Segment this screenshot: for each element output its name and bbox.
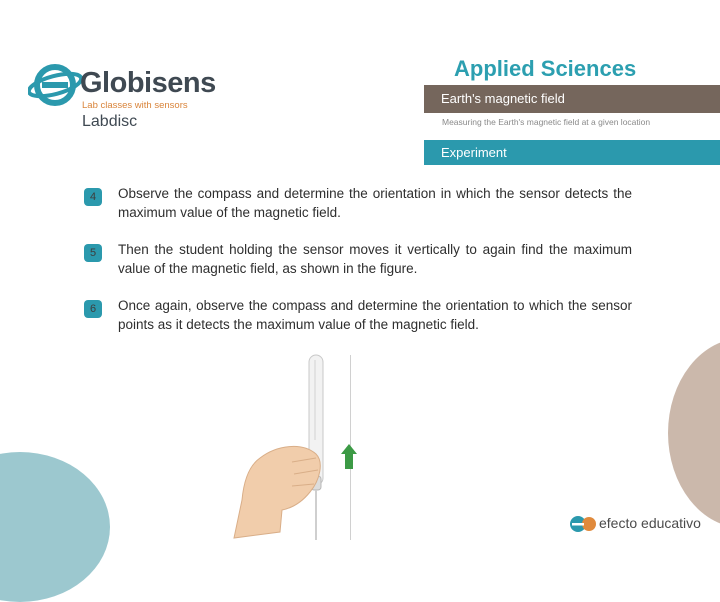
- list-item: [84, 240, 632, 278]
- topic-subtitle: Measuring the Earth's magnetic field at a given location: [442, 117, 651, 127]
- step-number-badge: 6: [84, 300, 102, 318]
- section-label: Experiment: [441, 145, 507, 160]
- step-text: Observe the compass and determine the orientation in which the sensor detects the maximum value of the magnetic field.: [118, 186, 632, 220]
- globisens-logo: [28, 58, 216, 138]
- orbit-logo-icon: [28, 58, 88, 118]
- page-title: Applied Sciences: [454, 56, 637, 81]
- step-text: Once again, observe the compass and determine the orientation to which the sensor points as it detects the maximum value of the magnetic field.: [118, 298, 632, 332]
- section-banner: [424, 140, 720, 165]
- decorative-blob-right: [668, 338, 720, 528]
- logo-product-name: Labdisc: [82, 113, 138, 130]
- list-item: [84, 184, 632, 222]
- publisher-name: efecto educativo: [599, 515, 701, 531]
- step-number-badge: 5: [84, 244, 102, 262]
- hand: [234, 446, 320, 538]
- logo-brand-name: Globisens: [80, 67, 216, 99]
- up-arrow-icon: [341, 444, 357, 469]
- step-number-badge: 4: [84, 188, 102, 206]
- logo-tagline: Lab classes with sensors: [82, 100, 188, 111]
- ee-logo-icon: [570, 514, 596, 534]
- sensor-illustration: [232, 350, 372, 540]
- step-text: Then the student holding the sensor moves it vertically to again find the maximum value of the magnetic field, as shown in the figure.: [118, 242, 632, 276]
- topic-banner: [424, 85, 720, 113]
- decorative-blob-left: [0, 452, 110, 602]
- list-item: [84, 296, 632, 334]
- steps-list: [84, 184, 632, 352]
- topic-label: Earth's magnetic field: [441, 91, 565, 106]
